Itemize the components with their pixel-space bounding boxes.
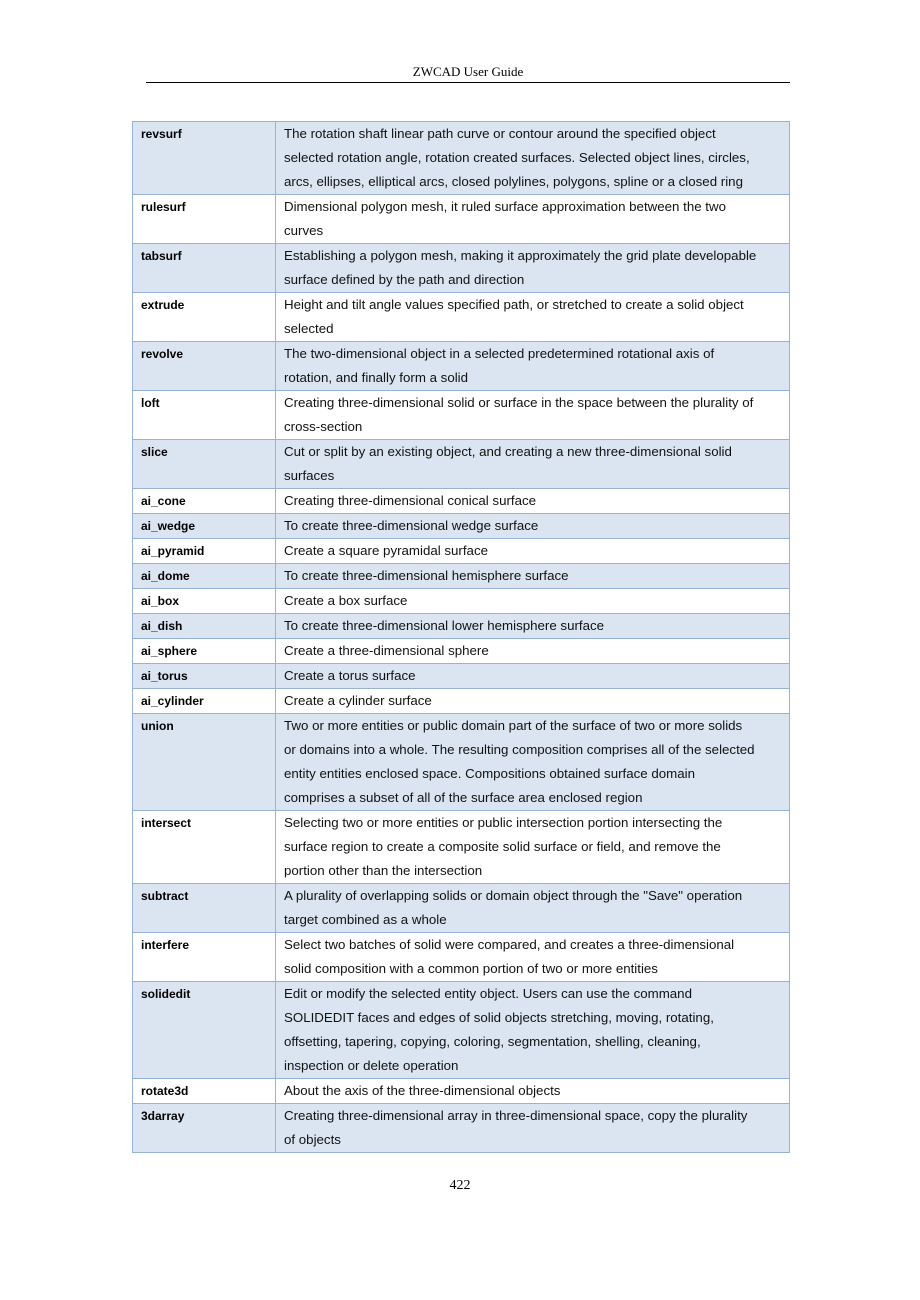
description-line: Height and tilt angle values specified path, or stretched to create a solid object [284,297,744,312]
description-line: portion other than the intersection [284,863,483,878]
page-number: 422 [449,1178,471,1193]
command-description [276,342,790,391]
table-row [133,489,790,514]
command-description [276,589,790,614]
header-rule [146,82,790,83]
table-row [133,514,790,539]
description-line: Create a cylinder surface [284,693,432,708]
command-name: ai_box [133,589,276,614]
command-name: ai_sphere [133,639,276,664]
command-name: ai_torus [133,664,276,689]
table-row [133,195,790,244]
description-line: surface region to create a composite solid surface or field, and remove the [284,839,721,854]
description-line: Creating three-dimensional conical surface [284,493,537,508]
description-line: Creating three-dimensional array in three-dimensional space, copy the plurality [284,1108,748,1123]
description-line: of objects [284,1132,341,1147]
command-table [132,121,790,1153]
description-line: About the axis of the three-dimensional objects [284,1083,561,1098]
description-line: selected rotation angle, rotation created surfaces. Selected object lines, circles, [284,150,750,165]
command-name: ai_cylinder [133,689,276,714]
description-line: Two or more entities or public domain part of the surface of two or more solids [284,718,743,733]
description-line: solid composition with a common portion of two or more entities [284,961,658,976]
command-description [276,639,790,664]
command-name: 3darray [133,1104,276,1153]
description-line: Create a torus surface [284,668,416,683]
description-line: Creating three-dimensional solid or surface in the space between the plurality of [284,395,754,410]
command-name: subtract [133,884,276,933]
command-name: extrude [133,293,276,342]
description-line: surfaces [284,468,335,483]
command-description [276,614,790,639]
description-line: Create a three-dimensional sphere [284,643,489,658]
command-name: ai_cone [133,489,276,514]
table-row [133,589,790,614]
table-row [133,122,790,195]
command-description [276,489,790,514]
command-description [276,884,790,933]
command-description [276,811,790,884]
command-name: intersect [133,811,276,884]
table-row [133,244,790,293]
table-row [133,811,790,884]
description-line: Create a box surface [284,593,408,608]
description-line: Establishing a polygon mesh, making it approximately the grid plate developable [284,248,757,263]
description-line: Selecting two or more entities or public intersection portion intersecting the [284,815,723,830]
description-line: cross-section [284,419,363,434]
command-description [276,933,790,982]
description-line: selected [284,321,334,336]
command-description [276,244,790,293]
command-name: revsurf [133,122,276,195]
command-description [276,293,790,342]
command-description [276,122,790,195]
description-line: or domains into a whole. The resulting composition comprises all of the selected [284,742,755,757]
command-name: ai_pyramid [133,539,276,564]
description-line: target combined as a whole [284,912,447,927]
description-line: Edit or modify the selected entity object. Users can use the command [284,986,692,1001]
table-row [133,884,790,933]
table-row [133,539,790,564]
command-name: tabsurf [133,244,276,293]
table-row [133,391,790,440]
description-line: Cut or split by an existing object, and creating a new three-dimensional solid [284,444,732,459]
description-line: arcs, ellipses, elliptical arcs, closed polylines, polygons, spline or a closed ring [284,174,743,189]
table-row [133,933,790,982]
description-line: comprises a subset of all of the surface area enclosed region [284,790,643,805]
page-header-title: ZWCAD User Guide [412,64,524,79]
command-name: rulesurf [133,195,276,244]
command-name: revolve [133,342,276,391]
command-name: loft [133,391,276,440]
command-description [276,391,790,440]
table-row [133,639,790,664]
description-line: inspection or delete operation [284,1058,459,1073]
description-line: Select two batches of solid were compared, and creates a three-dimensional [284,937,735,952]
command-description [276,440,790,489]
table-row [133,614,790,639]
command-name: ai_dome [133,564,276,589]
description-line: SOLIDEDIT faces and edges of solid objects stretching, moving, rotating, [284,1010,714,1025]
description-line: A plurality of overlapping solids or domain object through the "Save" operation [284,888,743,903]
command-description [276,714,790,811]
command-description [276,514,790,539]
table-row [133,1104,790,1153]
table-row [133,564,790,589]
command-description [276,564,790,589]
command-name: union [133,714,276,811]
table-row [133,689,790,714]
command-description [276,195,790,244]
command-name: ai_dish [133,614,276,639]
description-line: entity entities enclosed space. Compositions obtained surface domain [284,766,695,781]
description-line: surface defined by the path and direction [284,272,525,287]
description-line: The rotation shaft linear path curve or contour around the specified object [284,126,716,141]
table-row [133,1079,790,1104]
command-description [276,664,790,689]
description-line: rotation, and finally form a solid [284,370,469,385]
command-description [276,539,790,564]
page-body [0,121,920,1195]
command-name: ai_wedge [133,514,276,539]
table-row [133,293,790,342]
command-name: interfere [133,933,276,982]
table-row [133,342,790,391]
command-name: solidedit [133,982,276,1079]
description-line: offsetting, tapering, copying, coloring, segmentation, shelling, cleaning, [284,1034,701,1049]
description-line: The two-dimensional object in a selected predetermined rotational axis of [284,346,715,361]
description-line: curves [284,223,324,238]
description-line: To create three-dimensional lower hemisphere surface [284,618,605,633]
command-description [276,689,790,714]
description-line: Create a square pyramidal surface [284,543,488,558]
command-description [276,1079,790,1104]
description-line: Dimensional polygon mesh, it ruled surface approximation between the two [284,199,726,214]
command-name: slice [133,440,276,489]
description-line: To create three-dimensional hemisphere surface [284,568,569,583]
command-description [276,1104,790,1153]
table-row [133,664,790,689]
table-row [133,440,790,489]
description-line: To create three-dimensional wedge surface [284,518,539,533]
command-description [276,982,790,1079]
command-name: rotate3d [133,1079,276,1104]
table-row [133,714,790,811]
table-row [133,982,790,1079]
